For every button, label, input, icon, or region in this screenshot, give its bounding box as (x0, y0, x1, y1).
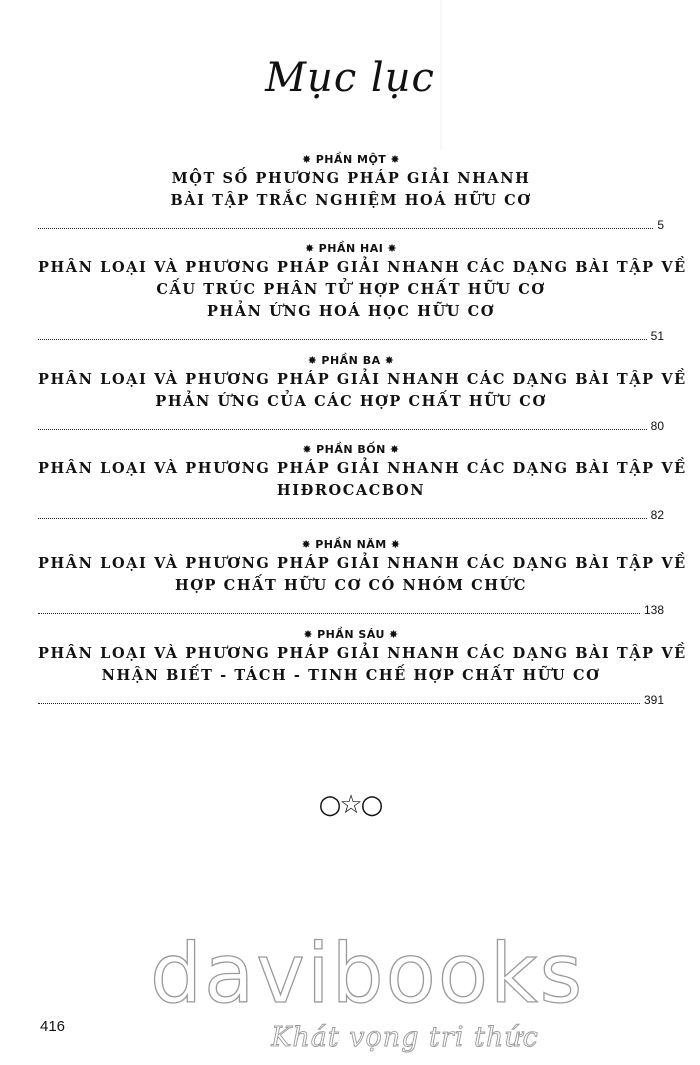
section-heading-line: HỢP CHẤT HỮU CƠ CÓ NHÓM CHỨC (175, 577, 527, 594)
star-icon: ✸ (302, 443, 313, 456)
section-heading-line: CẤU TRÚC PHÂN TỬ HỢP CHẤT HỮU CƠ (156, 281, 546, 298)
section-heading-line: PHÂN LOẠI VÀ PHƯƠNG PHÁP GIẢI NHANH CÁC DẠNG BÀI TẬP VỀ (38, 555, 687, 572)
section-heading-line: PHÂN LOẠI VÀ PHƯƠNG PHÁP GIẢI NHANH CÁC DẠNG BÀI TẬP VỀ (38, 645, 687, 662)
part-label (38, 442, 664, 458)
star-icon: ✸ (390, 153, 401, 166)
toc-page-number: 51 (650, 329, 664, 343)
toc-page-number: 391 (643, 693, 664, 707)
part-label (38, 241, 664, 257)
toc-leader (38, 691, 664, 707)
page-title: Mục lục (265, 55, 435, 101)
part-label (38, 152, 664, 168)
toc-leader (38, 506, 664, 522)
page-number: 416 (40, 1018, 66, 1035)
toc-page-number: 138 (643, 603, 664, 617)
star-icon: ✸ (303, 628, 314, 641)
watermark-slogan: Khát vọng tri thức (271, 1022, 539, 1053)
dotted-leader (38, 518, 647, 519)
section-heading-line: PHẢN ỨNG CỦA CÁC HỢP CHẤT HỮU CƠ (155, 393, 547, 410)
section-heading-line: BÀI TẬP TRẮC NGHIỆM HOÁ HỮU CƠ (170, 192, 532, 209)
star-icon: ✸ (389, 443, 400, 456)
part-label-text: PHẦN BA (321, 354, 381, 367)
dotted-leader (38, 228, 653, 229)
star-icon: ✸ (390, 538, 401, 551)
star-icon: ✸ (304, 242, 315, 255)
circle-icon: ○ (360, 790, 382, 820)
part-label-text: PHẦN SÁU (317, 628, 385, 641)
toc-leader (38, 417, 664, 433)
star-icon: ✸ (307, 354, 318, 367)
star-icon: ✸ (301, 538, 312, 551)
part-label-text: PHẦN HAI (318, 242, 384, 255)
part-label-text: PHẦN MỘT (315, 153, 387, 166)
toc-page-number: 82 (650, 508, 664, 522)
star-icon: ✸ (387, 242, 398, 255)
toc-leader (38, 216, 664, 232)
toc-section-3[interactable] (38, 353, 687, 433)
watermark-brand: davibooks (150, 927, 585, 1022)
dotted-leader (38, 703, 640, 704)
part-label (38, 537, 664, 553)
dotted-leader (38, 429, 647, 430)
ornament (0, 790, 700, 820)
star-icon: ✸ (388, 628, 399, 641)
toc-page-number: 80 (650, 419, 664, 433)
section-heading-line: MỘT SỐ PHƯƠNG PHÁP GIẢI NHANH (171, 170, 531, 187)
section-heading-line: PHÂN LOẠI VÀ PHƯƠNG PHÁP GIẢI NHANH CÁC DẠNG BÀI TẬP VỀ (38, 371, 687, 388)
section-heading-line: PHÂN LOẠI VÀ PHƯƠNG PHÁP GIẢI NHANH CÁC DẠNG BÀI TẬP VỀ (38, 259, 687, 276)
toc-section-6[interactable] (38, 627, 687, 707)
star-icon: ☆ (339, 790, 361, 820)
part-label (38, 353, 664, 369)
toc-page-number: 5 (657, 218, 664, 232)
dotted-leader (38, 613, 640, 614)
toc-section-2[interactable] (38, 241, 687, 343)
circle-icon: ○ (318, 790, 340, 820)
part-label (38, 627, 664, 643)
star-icon: ✸ (384, 354, 395, 367)
part-label-text: PHẦN BỐN (316, 443, 386, 456)
section-heading-line: PHẢN ỨNG HOÁ HỌC HỮU CƠ (206, 303, 496, 320)
section-heading-line: PHÂN LOẠI VÀ PHƯƠNG PHÁP GIẢI NHANH CÁC DẠNG BÀI TẬP VỀ (38, 460, 687, 477)
toc-section-5[interactable] (38, 537, 687, 617)
toc-leader (38, 327, 664, 343)
toc-section-4[interactable] (38, 442, 687, 522)
section-heading-line: HIĐROCACBON (276, 482, 426, 499)
toc-leader (38, 601, 664, 617)
toc-section-1[interactable] (38, 152, 664, 232)
section-heading-line: NHẬN BIẾT - TÁCH - TINH CHẾ HỢP CHẤT HỮU CƠ (101, 667, 601, 684)
part-label-text: PHẦN NĂM (315, 538, 387, 551)
star-icon: ✸ (301, 153, 312, 166)
dotted-leader (38, 339, 647, 340)
